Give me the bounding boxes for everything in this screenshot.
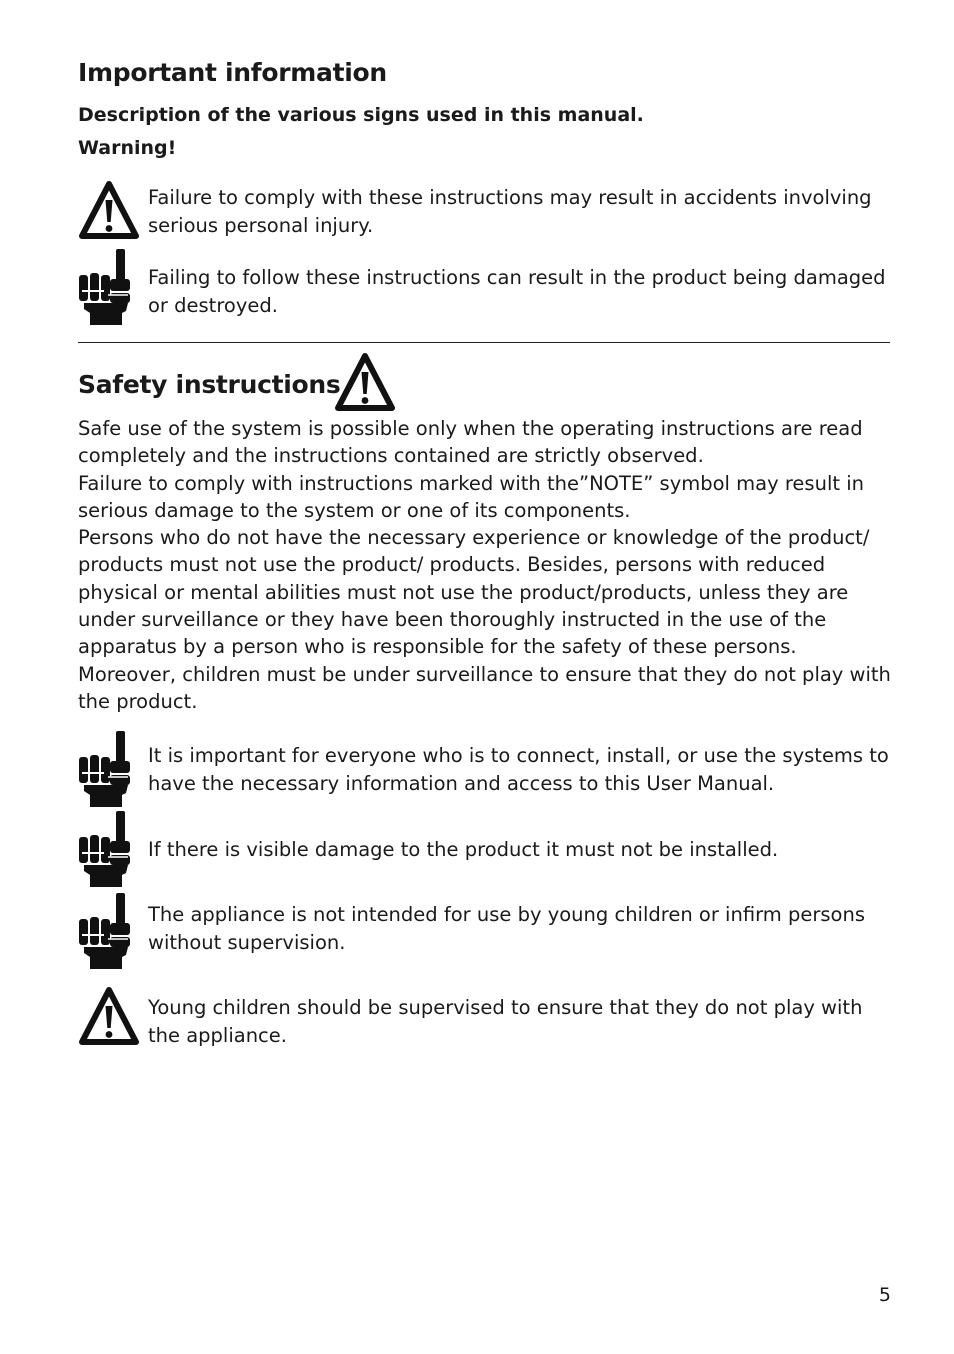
section-title: Safety instructions — [78, 370, 341, 399]
note-text: Young children should be supervised to ensure that they do not play with the appliance. — [148, 996, 863, 1047]
pointing-hand-icon — [78, 809, 132, 889]
pointing-hand-icon — [78, 891, 132, 971]
note-text: If there is visible damage to the product it must not be installed. — [148, 838, 779, 861]
warning-heading: Warning! — [78, 137, 177, 159]
paragraph: Moreover, children must be under surveillance to ensure that they do not play with the product. — [78, 662, 891, 713]
pointing-hand-icon — [78, 247, 132, 327]
warning-triangle-icon — [78, 180, 140, 240]
page-title: Important information — [78, 58, 387, 87]
signs-heading: Description of the various signs used in this manual. — [78, 104, 644, 126]
sign-text: Failing to follow these instructions can result in the product being damaged or destroyed. — [148, 266, 886, 317]
paragraph: Failure to comply with instructions marked with the”NOTE” symbol may result in serious damage to the system or one of its components. — [78, 471, 864, 522]
sign-text: Failure to comply with these instructions may result in accidents involving serious personal injury. — [148, 186, 872, 237]
pointing-hand-icon — [78, 729, 132, 809]
warning-triangle-icon — [78, 986, 140, 1046]
safety-body — [78, 415, 894, 715]
note-text: The appliance is not intended for use by young children or infirm persons without supervision. — [148, 903, 865, 954]
warning-triangle-icon — [334, 352, 396, 412]
page-number: 5 — [878, 1284, 891, 1306]
section-divider — [78, 342, 890, 343]
note-text: It is important for everyone who is to connect, install, or use the systems to have the necessary information and access to this User Manual. — [148, 744, 889, 795]
paragraph: Safe use of the system is possible only when the operating instructions are read completely and the instructions contained are strictly observed. — [78, 417, 863, 468]
paragraph: Persons who do not have the necessary experience or knowledge of the product/ products must not use the product/ products. Besides, persons with reduced physical or mental abilities must not use the product/products, unless they are under surveillance or they have been thoroughly instructed in the use of the apparatus by a person who is responsible for the safety of these persons. — [78, 526, 870, 659]
